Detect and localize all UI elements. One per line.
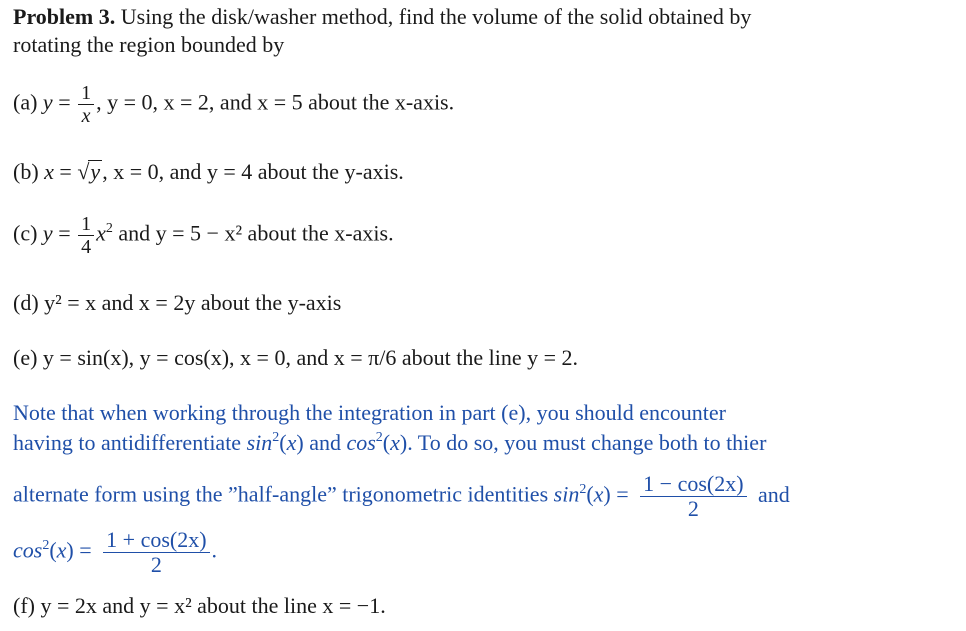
part-c-numerator: 1	[78, 213, 94, 236]
part-b-rest: , x = 0, and y = 4 about the y-axis.	[102, 159, 404, 184]
note-line-3: alternate form using the ”half-angle” trigonometric identities $\sin^2(x)$ = $\frac{1 - \cos(2x)}{2}$ and	[13, 471, 790, 521]
part-e	[13, 343, 578, 373]
part-c: (c) y = $\frac{1}{4}$ $x^2$ and y = 5 − x² about the x-axis.	[13, 213, 394, 258]
cos-half-angle-fraction	[103, 528, 209, 577]
note-line-2: having to antidifferentiate $\sin^2(x)$ and $\cos^2(x)$. To do so, you must change both to thier	[13, 430, 767, 455]
part-b: (b) x = √y, x = 0, and y = 4 about the y-axis.	[13, 157, 404, 187]
part-f-text: y = 2x and y = x² about the line x = −1.	[40, 593, 386, 618]
cos-half-angle-numerator: 1 + cos(2x)	[103, 528, 209, 553]
problem-label: Problem 3.	[13, 4, 116, 29]
note-text-2c: . To do so, you must change both to thier	[407, 430, 767, 455]
part-d-text: y² = x and x = 2y about the y-axis	[44, 290, 342, 315]
note-text-and: and	[758, 481, 790, 507]
part-d	[13, 288, 341, 318]
part-e-text: y = sin(x), y = cos(x), x = 0, and x = π/6 about the line y = 2.	[42, 345, 578, 370]
note-text-2a: having to antidifferentiate	[13, 430, 247, 455]
part-f-label: (f)	[13, 593, 35, 618]
sin-half-angle-numerator: 1 − cos(2x)	[640, 472, 746, 497]
note-text-3a: alternate form using the ”half-angle” trigonometric identities	[13, 481, 554, 507]
part-f	[13, 591, 386, 621]
part-a-label: (a)	[13, 89, 38, 115]
note-text-2b: and	[303, 430, 347, 455]
cos-half-angle-denominator: 2	[150, 552, 162, 577]
intro-text-2: rotating the region bounded by	[13, 32, 285, 57]
sin-half-angle-fraction	[640, 472, 746, 521]
sqrt-y: √y	[77, 159, 101, 184]
part-d-label: (d)	[13, 290, 39, 315]
part-e-label: (e)	[13, 345, 38, 370]
part-c-denominator: 4	[81, 236, 92, 258]
intro-text-1: Using the disk/washer method, find the volume of the solid obtained by	[120, 4, 752, 29]
part-c-label: (c)	[13, 220, 38, 246]
problem-intro-line-2	[13, 30, 284, 60]
note-line-1	[13, 398, 726, 428]
problem-intro-line-1	[13, 2, 751, 32]
note-text-1: Note that when working through the integration in part (e), you should encounter	[13, 400, 726, 425]
part-a-rest: , y = 0, x = 2, and x = 5 about the x-axis.	[96, 89, 455, 115]
sin-half-angle-denominator: 2	[687, 496, 699, 521]
part-c-rest: and y = 5 − x² about the x-axis.	[112, 220, 394, 246]
part-a-fraction: $\frac{1}{x}$	[78, 82, 94, 127]
part-b-label: (b)	[13, 159, 39, 184]
part-a: (a) y = $\frac{1}{x}$ , y = 0, x = 2, and x = 5 about the x-axis.	[13, 82, 455, 127]
note-line-4: $\cos^2(x)$ = $\frac{1 + \cos(2x)}{2}$ .	[13, 527, 218, 577]
part-a-numerator: 1	[78, 82, 94, 105]
part-c-fraction	[78, 213, 94, 258]
